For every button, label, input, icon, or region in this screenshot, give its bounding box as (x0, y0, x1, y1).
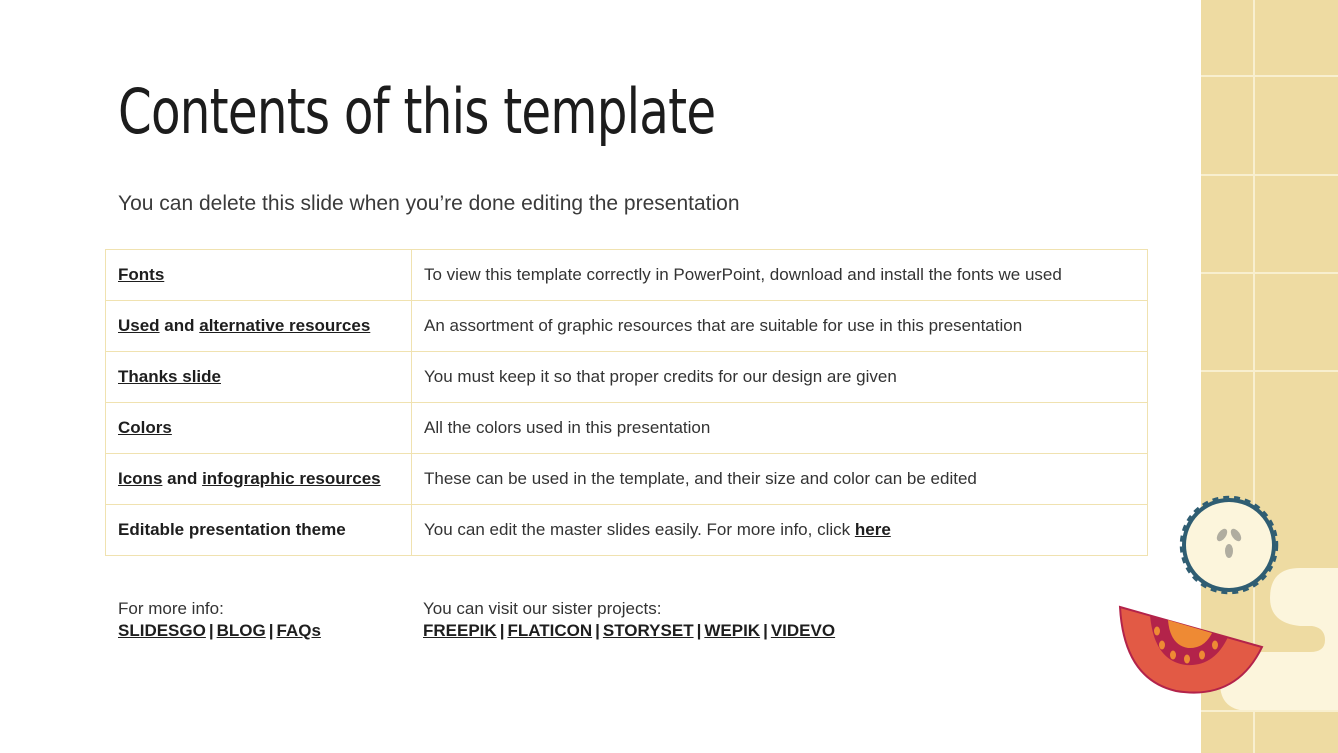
resource-link[interactable]: infographic resources (202, 469, 381, 488)
link-separator: | (499, 621, 505, 640)
grid-line (1201, 370, 1338, 372)
label-text: Editable presentation theme (118, 520, 346, 539)
resource-link[interactable]: Fonts (118, 265, 165, 284)
grid-line (1201, 174, 1338, 176)
slidesgo-link[interactable]: SLIDESGO (118, 621, 206, 640)
link-separator: | (595, 621, 600, 640)
description-text: An assortment of graphic resources that are suitable for use in this presentation (424, 316, 1023, 335)
faqs-link[interactable]: FAQs (276, 621, 321, 640)
table-row (106, 403, 1148, 454)
description-text: You must keep it so that proper credits for our design are given (424, 367, 897, 386)
label-text: and (159, 316, 200, 335)
wepik-link[interactable]: WEPIK (704, 621, 761, 640)
sister-projects-block (423, 598, 835, 642)
row-description (412, 250, 1148, 301)
label-text: and (162, 469, 203, 488)
table-row (106, 301, 1148, 352)
page-subtitle: You can delete this slide when you’re done editing the presentation (118, 192, 740, 215)
link-separator: | (208, 621, 214, 640)
resource-link[interactable]: alternative resources (199, 316, 371, 335)
more-info-links (118, 620, 321, 642)
row-label (106, 301, 412, 352)
more-info-block (118, 598, 321, 642)
description-text: To view this template correctly in PowerPoint, download and install the fonts we used (424, 265, 1062, 284)
description-text: You can edit the master slides easily. For more info, click (424, 520, 855, 539)
row-label (106, 250, 412, 301)
row-label (106, 352, 412, 403)
row-description (412, 403, 1148, 454)
row-description (412, 505, 1148, 556)
freepik-link[interactable]: FREEPIK (423, 621, 497, 640)
link-separator: | (696, 621, 702, 640)
contents-table (105, 249, 1148, 556)
row-label (106, 505, 412, 556)
tomato-slice-icon (1116, 603, 1266, 698)
table-row (106, 352, 1148, 403)
videvo-link[interactable]: VIDEVO (770, 621, 836, 640)
blog-link[interactable]: BLOG (216, 621, 266, 640)
cucumber-slice-icon (1178, 494, 1280, 596)
sister-projects-label: You can visit our sister projects: (423, 599, 662, 618)
resource-link[interactable]: Colors (118, 418, 172, 437)
grid-line (1201, 272, 1338, 274)
page-title: Contents of this template (118, 75, 716, 148)
flaticon-link[interactable]: FLATICON (507, 621, 593, 640)
link-separator: | (268, 621, 274, 640)
more-info-label: For more info: (118, 599, 224, 618)
table-row (106, 250, 1148, 301)
grid-line (1201, 75, 1338, 77)
row-label (106, 454, 412, 505)
table-row (106, 454, 1148, 505)
storyset-link[interactable]: STORYSET (602, 621, 694, 640)
resource-link[interactable]: Icons (118, 469, 163, 488)
description-text: These can be used in the template, and their size and color can be edited (424, 469, 977, 488)
sister-projects-links (423, 620, 835, 642)
resource-link[interactable]: Thanks slide (118, 367, 221, 386)
row-description (412, 301, 1148, 352)
description-text: All the colors used in this presentation (424, 418, 711, 437)
table-row (106, 505, 1148, 556)
row-description (412, 454, 1148, 505)
row-description (412, 352, 1148, 403)
grid-line (1201, 710, 1338, 712)
here-link[interactable]: here (854, 520, 891, 539)
row-label (106, 403, 412, 454)
resource-link[interactable]: Used (118, 316, 160, 335)
link-separator: | (763, 621, 768, 640)
